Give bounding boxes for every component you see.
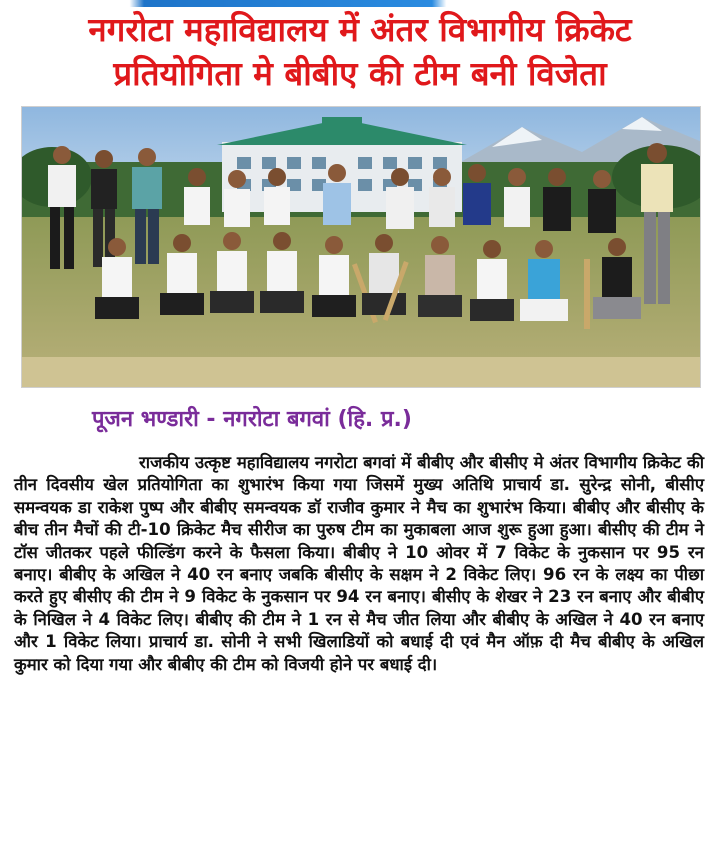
headline-line-2: प्रतियोगिता मे बीबीए की टीम बनी विजेता (113, 54, 607, 93)
headline (0, 8, 720, 100)
article-paragraph: राजकीय उत्कृष्ट महाविद्यालय नगरोटा बगवां में बीबीए और बीसीए मे अंतर विभागीय क्रिकेट की तीन दिवसीय खेल प्रतियोगिता का शुभारंभ किया गया जिसमें मुख्य अतिथि प्राचार्य डा. सुरेन्द्र सोनी, बीसीए समन्वयक डा राकेश पुष्प और बीबीए समन्वयक डॉ राजीव कुमार ने मैच का शुभारंभ किया। बीबीए और बीसीए के बीच तीन मैचों की टी-10 क्रिकेट मैच सीरीज का पुरुष टीम का मुकाबला आज शुरू हुआ हुआ। बीसीए की टीम ने टॉस जीतकर पहले फील्डिंग करने के फैसला किया। बीबीए ने 10 ओवर में 7 विकेट के नुकसान पर 95 रन बनाए। बीबीए के अखिल ने 40 रन बनाए जबकि बीसीए के सक्षम ने 2 विकेट लिए। 96 रन के लक्ष्य का पीछा करते हुए बीसीए की टीम ने 9 विकेट के नुकसान पर 94 रन बनाए। बीसीए के शेखर ने 23 रन बनाए और बीबीए के निखिल ने 4 विकेट लिए। बीबीए की टीम ने 1 रन से मैच जीत लिया और बीबीए के अखिल ने 40 रन बनाए और 1 विकेट लिया। प्राचार्य डा. सोनी ने सभी खिलाडियों को बधाई दी एवं मैन ऑफ़ दी मैच बीबीए के अखिल कुमार को दिया गया और बीबीए की टीम को विजयी होने पर बधाई दी। (14, 453, 704, 674)
byline: पूजन भण्डारी - नगरोटा बगवां (हि. प्र.) (92, 407, 412, 432)
team-photo (21, 106, 701, 388)
top-color-strip (0, 0, 720, 7)
headline-line-1: नगरोटा महाविद्यालय में अंतर विभागीय क्रिकेट (88, 10, 632, 49)
article-body (14, 452, 704, 852)
team-photo-illustration (22, 107, 701, 388)
